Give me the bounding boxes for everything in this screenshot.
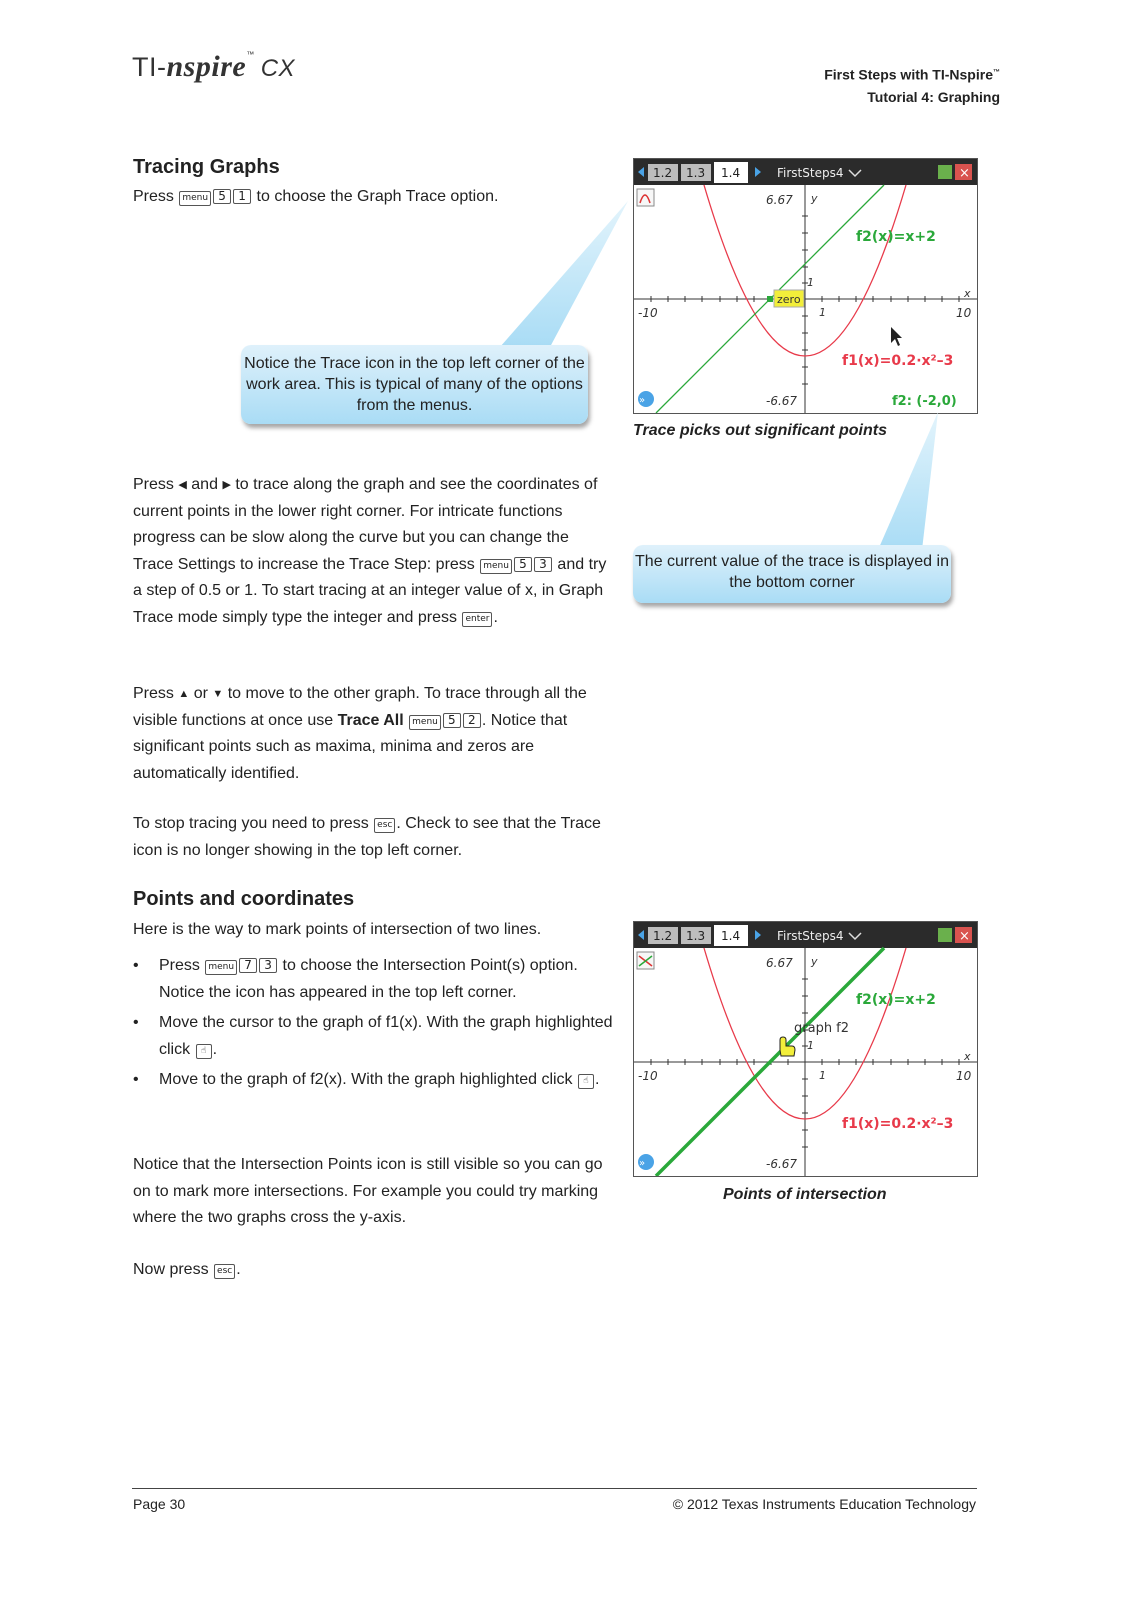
svg-text:×: × — [959, 166, 970, 181]
text: to choose the Intersection Point(s) option. Notice the icon has appeared in the top left corner. — [159, 957, 578, 1001]
callout-pointer-2 — [860, 408, 950, 553]
x-axis-label: x — [964, 1050, 971, 1063]
text: . — [493, 608, 498, 626]
running-header — [824, 62, 1000, 108]
trace-graph-screen — [634, 159, 977, 413]
key-5-icon: 5 — [514, 557, 532, 572]
key-1-icon: 1 — [233, 189, 251, 204]
f1-label: f1(x)=0.2·x²–3 — [842, 1116, 954, 1132]
menu-key-icon: menu — [409, 715, 441, 730]
paragraph-stop-tracing — [133, 811, 613, 864]
esc-key-icon: esc — [374, 818, 395, 833]
text: Move to the graph of f2(x). With the graph highlighted click — [159, 1071, 573, 1088]
paragraph-trace-along — [133, 472, 613, 631]
key-3-icon: 3 — [534, 557, 552, 572]
text: Press — [159, 957, 200, 974]
svg-text:»: » — [639, 1158, 646, 1169]
paragraph-more-intersections: Notice that the Intersection Points icon is still visible so you can go on to mark more intersections. For example you could try marking where the two graphs cross the y-axis. — [133, 1156, 603, 1226]
key-3-icon: 3 — [259, 958, 277, 973]
text: . Notice that significant points such as maxima, minima and zeros are automatically identified. — [133, 711, 568, 782]
xmin-label: -10 — [638, 306, 658, 320]
battery-icon — [938, 928, 952, 942]
calculator-screenshot-intersection — [633, 921, 978, 1177]
paragraph-other-graph — [133, 681, 613, 787]
text: or — [193, 685, 208, 702]
esc-key-icon: esc — [214, 1264, 235, 1279]
y-tick-1: 1 — [807, 1039, 814, 1052]
y-tick-1: 1 — [807, 276, 814, 289]
menu-key-icon: menu — [179, 191, 211, 206]
enter-key-icon: enter — [462, 612, 492, 627]
header-subtitle: Tutorial 4: Graphing — [867, 88, 1000, 105]
menu-key-icon: menu — [480, 559, 512, 574]
text: to trace along the graph and see the coordinates of current points in the lower right corner. For intricate functions progress can be slow along the curve but you can change the Trace Settings to increase the Trace Step: press — [133, 476, 598, 573]
text: . — [236, 1261, 241, 1278]
f2-label: f2(x)=x+2 — [856, 992, 936, 1008]
text: . — [595, 1071, 600, 1088]
click-key-icon: ☝ — [578, 1074, 594, 1089]
key-5-icon: 5 — [213, 189, 231, 204]
text: to choose the Graph Trace option. — [256, 188, 499, 205]
tab-1-3[interactable]: 1.3 — [686, 166, 706, 180]
text: and — [191, 476, 218, 493]
xmax-label: 10 — [956, 1069, 972, 1083]
ymin-label: -6.67 — [766, 394, 798, 408]
text: to move to the other graph. To trace through all the visible functions at once use — [133, 685, 587, 729]
menu-key-icon: menu — [205, 960, 237, 975]
header-tm: ™ — [993, 69, 1000, 76]
tab-1-2[interactable]: 1.2 — [653, 166, 673, 180]
text: Now press — [133, 1261, 209, 1278]
tab-1-2[interactable]: 1.2 — [653, 929, 673, 943]
battery-icon — [938, 165, 952, 179]
cursor-arrow-icon — [891, 327, 902, 346]
list-item — [133, 1067, 613, 1094]
document-name: FirstSteps4 — [777, 929, 844, 943]
logo-suffix: CX — [260, 55, 296, 82]
right-arrow-icon: ▶ — [222, 479, 231, 491]
text: To stop tracing you need to press — [133, 815, 369, 832]
text: Press — [133, 476, 174, 493]
intersection-graph-screen — [634, 922, 977, 1176]
text: . Check to see that the Trace icon is no longer showing in the top left corner. — [133, 815, 601, 859]
click-key-icon: ☝ — [196, 1044, 212, 1059]
f2-label: f2(x)=x+2 — [856, 229, 936, 245]
y-axis-label: y — [811, 192, 818, 205]
header-title: First Steps with TI-Nspire — [824, 66, 993, 83]
logo-brand: nspire — [166, 50, 247, 83]
ymax-label: 6.67 — [766, 193, 793, 207]
logo-prefix: TI- — [132, 52, 167, 82]
caption-trace: Trace picks out significant points — [633, 422, 887, 439]
y-axis-label: y — [811, 955, 818, 968]
f1-label: f1(x)=0.2·x²–3 — [842, 353, 954, 369]
tab-1-3[interactable]: 1.3 — [686, 929, 706, 943]
x-tick-1: 1 — [819, 1069, 826, 1082]
text: Move the cursor to the graph of f1(x). With the graph highlighted click — [159, 1014, 613, 1058]
callout-pointer-1 — [480, 195, 640, 355]
trace-value: f2: (-2,0) — [892, 394, 957, 409]
calculator-screenshot-trace — [633, 158, 978, 414]
svg-text:»: » — [639, 395, 646, 406]
x-axis-label: x — [964, 287, 971, 300]
list-item — [133, 1010, 613, 1063]
xmin-label: -10 — [638, 1069, 658, 1083]
section-heading-points: Points and coordinates — [133, 888, 355, 910]
text: Press — [133, 188, 174, 205]
callout-trace-icon: Notice the Trace icon in the top left corner of the work area. This is typical of many of the options from the menus. — [241, 345, 588, 424]
text: . — [212, 1040, 218, 1058]
document-name: FirstSteps4 — [777, 166, 844, 180]
ymax-label: 6.67 — [766, 956, 793, 970]
left-arrow-icon: ◀ — [178, 479, 187, 491]
steps-list — [133, 953, 613, 1098]
logo-tm: ™ — [246, 50, 255, 59]
ti-nspire-logo — [132, 50, 295, 84]
text: and try a step of 0.5 or 1. To start tracing at an integer value of x, in Graph Trace mode simply type the integer and press — [133, 555, 607, 626]
callout-trace-value: The current value of the trace is displayed in the bottom corner — [633, 545, 951, 603]
trace-icon — [637, 189, 654, 206]
page-number: Page 30 — [133, 1496, 186, 1512]
up-arrow-icon: ▲ — [178, 688, 190, 700]
footer-rule — [132, 1488, 977, 1489]
ymin-label: -6.67 — [766, 1157, 798, 1171]
text: Press — [133, 685, 174, 702]
copyright: © 2012 Texas Instruments Education Technology — [672, 1496, 976, 1512]
list-item — [133, 953, 613, 1006]
tab-1-4[interactable]: 1.4 — [721, 166, 741, 180]
key-7-icon: 7 — [239, 958, 257, 973]
key-2-icon: 2 — [463, 713, 481, 728]
section-heading-tracing: Tracing Graphs — [133, 156, 280, 178]
svg-text:×: × — [959, 929, 970, 944]
key-5-icon: 5 — [443, 713, 461, 728]
graph-tooltip: graph f2 — [794, 1021, 850, 1036]
down-arrow-icon: ▼ — [212, 688, 224, 700]
tab-1-4[interactable]: 1.4 — [721, 929, 741, 943]
x-tick-1: 1 — [819, 306, 826, 319]
trace-all-term: Trace All — [337, 711, 404, 729]
paragraph-now-press — [133, 1257, 613, 1284]
xmax-label: 10 — [956, 306, 972, 320]
caption-intersection: Points of intersection — [723, 1186, 887, 1203]
zero-label: zero — [777, 293, 801, 306]
paragraph-intro-intersection: Here is the way to mark points of intersection of two lines. — [133, 921, 542, 938]
